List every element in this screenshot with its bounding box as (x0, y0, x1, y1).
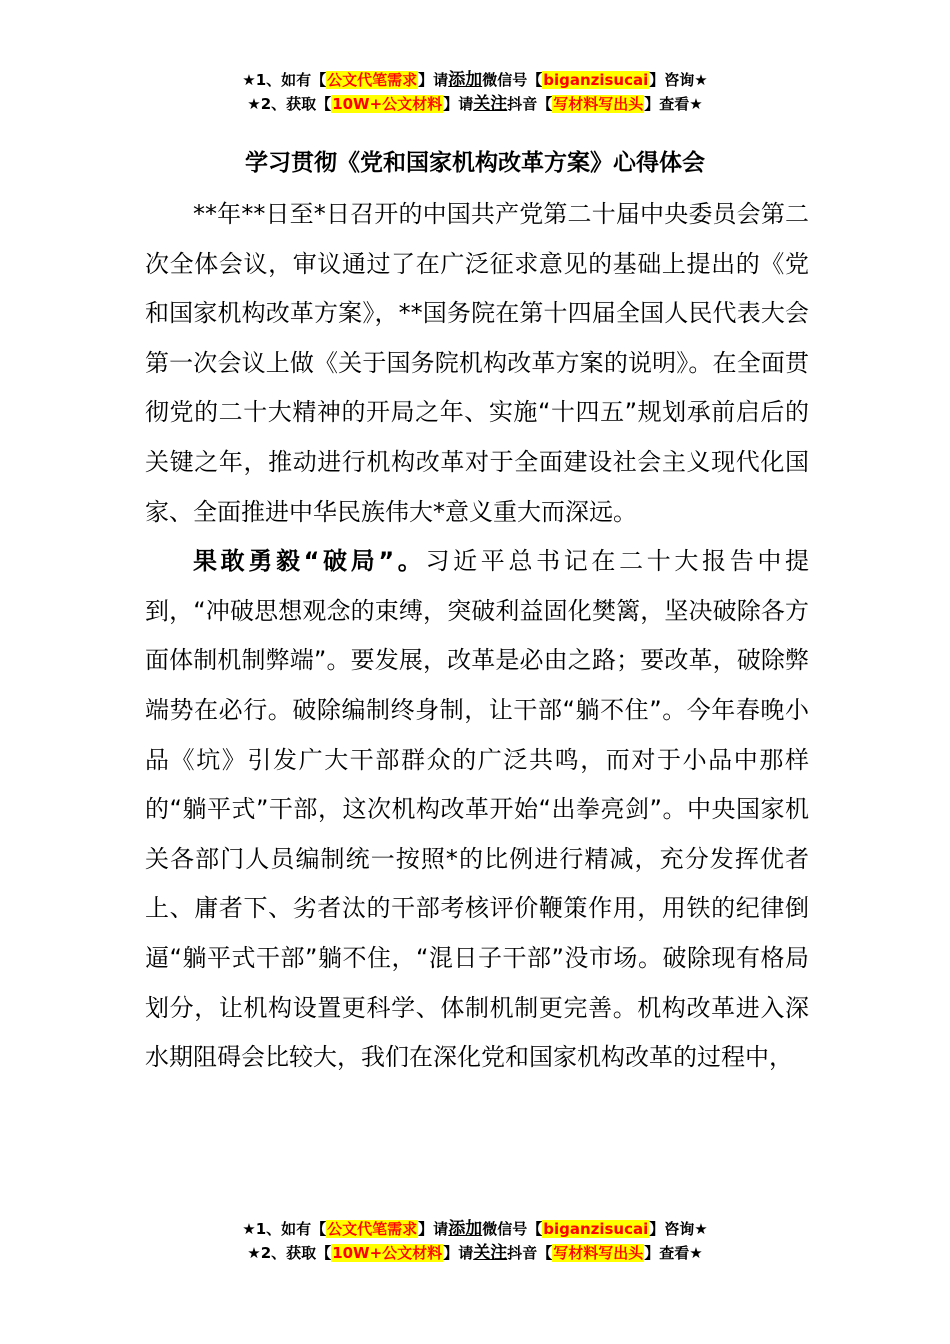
banner-text: 】请 (418, 1220, 449, 1238)
banner-text: 】请 (418, 71, 449, 89)
banner-emphasis: 添加 (448, 70, 483, 90)
banner-text: 微信号【 (482, 1220, 543, 1238)
banner-text: 】咨询★ (649, 1220, 708, 1238)
banner-douyin-id: 写材料写出头 (553, 1244, 644, 1262)
paragraph-1: **年**日至*日召开的中国共产党第二十届中央委员会第二次全体会议，审议通过了在广泛征求意见的基础上提出的《党和国家机构改革方案》，**国务院在第十四届全国人民代表大会第一次会议上做《关于国务院机构改革方案的说明》。在全面贯彻党的二十大精神的开局之年、实施“十四五”规划承前启后的关键之年，推动进行机构改革对于全面建设社会主义现代化国家、全面推进中华民族伟大*意义重大而深远。 (145, 200, 809, 526)
banner-text: 】咨询★ (649, 71, 708, 89)
banner-text: 】请 (443, 1244, 474, 1262)
footer-banner (0, 1218, 950, 1266)
banner-emphasis: 关注 (473, 94, 508, 114)
banner-text: ★2、获取【 (247, 95, 332, 113)
banner-text: ★1、如有【 (242, 71, 327, 89)
banner-highlight: 10W+公文材料 (332, 1244, 443, 1262)
banner-highlight: 公文代笔需求 (327, 71, 418, 89)
paragraph-2-lead: 果敢勇毅“破局”。 (193, 547, 426, 576)
banner-wechat-id: biganzisucai (543, 1220, 649, 1238)
banner-emphasis: 添加 (448, 1219, 483, 1239)
paragraph-2 (145, 537, 809, 1083)
banner-text: 】查看★ (644, 1244, 703, 1262)
banner-highlight: 10W+公文材料 (332, 95, 443, 113)
banner-highlight: 公文代笔需求 (327, 1220, 418, 1238)
banner-emphasis: 关注 (473, 1243, 508, 1263)
banner-text: 微信号【 (482, 71, 543, 89)
banner-douyin-id: 写材料写出头 (553, 95, 644, 113)
banner-line-2 (0, 1242, 950, 1266)
banner-wechat-id: biganzisucai (543, 71, 649, 89)
document-title: 学习贯彻《党和国家机构改革方案》心得体会 (245, 150, 705, 176)
banner-text: 抖音【 (507, 1244, 553, 1262)
banner-text: 】请 (443, 95, 474, 113)
header-banner (0, 69, 950, 117)
paragraph-2-body: 习近平总书记在二十大报告中提到，“冲破思想观念的束缚，突破利益固化樊篱，坚决破除各方面体制机制弊端”。要发展，改革是必由之路；要改革，破除弊端势在必行。破除编制终身制，让干部“躺不住”。今年春晚小品《坑》引发广大干部群众的广泛共鸣，而对于小品中那样的“躺平式”干部，这次机构改革开始“出拳亮剑”。中央国家机关各部门人员编制统一按照*的比例进行精减，充分发挥优者上、庸者下、劣者汰的干部考核评价鞭策作用，用铁的纪律倒逼“躺平式干部”躺不住，“混日子干部”没市场。破除现有格局划分，让机构设置更科学、体制机制更完善。机构改革进入深水期阻碍会比较大，我们在深化党和国家机构改革的过程中， (145, 547, 810, 1072)
banner-line-2 (0, 93, 950, 117)
banner-line-1 (0, 1218, 950, 1242)
document-body (145, 190, 809, 1083)
banner-text: ★2、获取【 (247, 1244, 332, 1262)
banner-text: 抖音【 (507, 95, 553, 113)
banner-text: 】查看★ (644, 95, 703, 113)
banner-line-1 (0, 69, 950, 93)
banner-text: ★1、如有【 (242, 1220, 327, 1238)
